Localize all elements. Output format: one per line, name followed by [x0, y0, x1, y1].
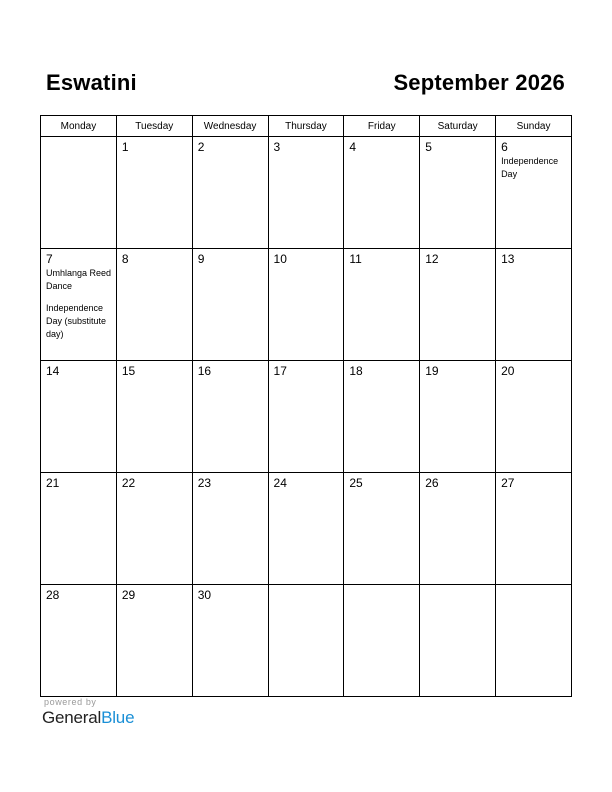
- day-cell: [41, 585, 117, 697]
- calendar-month-title: September 2026: [393, 70, 565, 95]
- day-number: 8: [121, 252, 129, 266]
- day-number: 9: [197, 252, 205, 266]
- day-cell: [268, 585, 344, 697]
- holiday-label: Independence Day: [501, 156, 559, 179]
- weekday-header: Friday: [344, 116, 420, 137]
- day-cell: [496, 473, 572, 585]
- day-cell: [496, 137, 572, 249]
- day-number: 18: [349, 364, 363, 378]
- day-number: 28: [46, 588, 60, 602]
- day-number: 25: [349, 476, 363, 490]
- day-cell: [420, 361, 496, 473]
- day-number: 6: [501, 140, 508, 154]
- calendar-country-title: Eswatini: [46, 70, 137, 95]
- calendar-week-row: [41, 473, 572, 585]
- day-number: 12: [425, 252, 439, 266]
- day-number: 21: [46, 476, 60, 490]
- day-cell: [420, 473, 496, 585]
- calendar-week-row: [41, 137, 572, 249]
- day-cell: [496, 249, 572, 361]
- calendar-week-row: [41, 585, 572, 697]
- weekday-header-row: [41, 116, 572, 137]
- holiday-label: Independence Day (substitute day): [46, 303, 107, 339]
- weekday-header: Saturday: [420, 116, 496, 137]
- day-cell: [116, 137, 192, 249]
- day-cell: [116, 473, 192, 585]
- day-number: 26: [425, 476, 439, 490]
- day-cell: [344, 361, 420, 473]
- day-cell: [344, 585, 420, 697]
- day-cell: [41, 249, 117, 361]
- day-number: 27: [501, 476, 515, 490]
- powered-by-label: powered by: [44, 697, 97, 707]
- day-cell: [268, 137, 344, 249]
- calendar-week-row: [41, 249, 572, 361]
- brand-logo-general: General: [42, 708, 102, 727]
- day-number: 1: [121, 140, 129, 154]
- day-number: 7: [46, 252, 53, 266]
- weekday-header: Tuesday: [116, 116, 192, 137]
- brand-logo: [42, 708, 134, 728]
- brand-logo-blue: Blue: [101, 708, 135, 727]
- day-cell: [192, 361, 268, 473]
- day-cell: [116, 249, 192, 361]
- day-number: 19: [425, 364, 439, 378]
- day-cell: [192, 585, 268, 697]
- day-number: 13: [501, 252, 515, 266]
- weekday-header: Thursday: [268, 116, 344, 137]
- day-number: 14: [46, 364, 60, 378]
- day-cell: [268, 249, 344, 361]
- day-cell: [344, 473, 420, 585]
- calendar-week-row: [41, 361, 572, 473]
- day-number: 15: [121, 364, 136, 378]
- weekday-header: Sunday: [496, 116, 572, 137]
- day-cell: [344, 249, 420, 361]
- day-number: 29: [121, 588, 136, 602]
- holiday-label: Umhlanga Reed Dance: [46, 268, 112, 291]
- day-number: 22: [121, 476, 136, 490]
- day-cell: [496, 361, 572, 473]
- calendar-grid: [40, 115, 572, 697]
- day-cell: [268, 361, 344, 473]
- day-cell: [420, 137, 496, 249]
- day-number: 11: [349, 252, 362, 266]
- day-cell: [41, 473, 117, 585]
- day-cell: [268, 473, 344, 585]
- day-cell: [344, 137, 420, 249]
- day-number: 24: [273, 476, 287, 490]
- day-cell: [192, 249, 268, 361]
- day-number: 30: [197, 588, 212, 602]
- day-cell: [116, 361, 192, 473]
- day-cell: [192, 473, 268, 585]
- day-cell: [496, 585, 572, 697]
- day-cell: [41, 137, 117, 249]
- day-number: 17: [273, 364, 287, 378]
- day-number: 23: [197, 476, 212, 490]
- weekday-header: Wednesday: [192, 116, 268, 137]
- day-number: 20: [501, 364, 515, 378]
- day-cell: [116, 585, 192, 697]
- day-number: 10: [273, 252, 287, 266]
- day-number: 2: [197, 140, 205, 154]
- day-cell: [420, 585, 496, 697]
- day-number: 5: [425, 140, 432, 154]
- day-number: 3: [273, 140, 281, 154]
- weekday-header: Monday: [41, 116, 117, 137]
- day-number: 4: [349, 140, 357, 154]
- day-cell: [420, 249, 496, 361]
- day-cell: [41, 361, 117, 473]
- day-number: 16: [197, 364, 212, 378]
- day-cell: [192, 137, 268, 249]
